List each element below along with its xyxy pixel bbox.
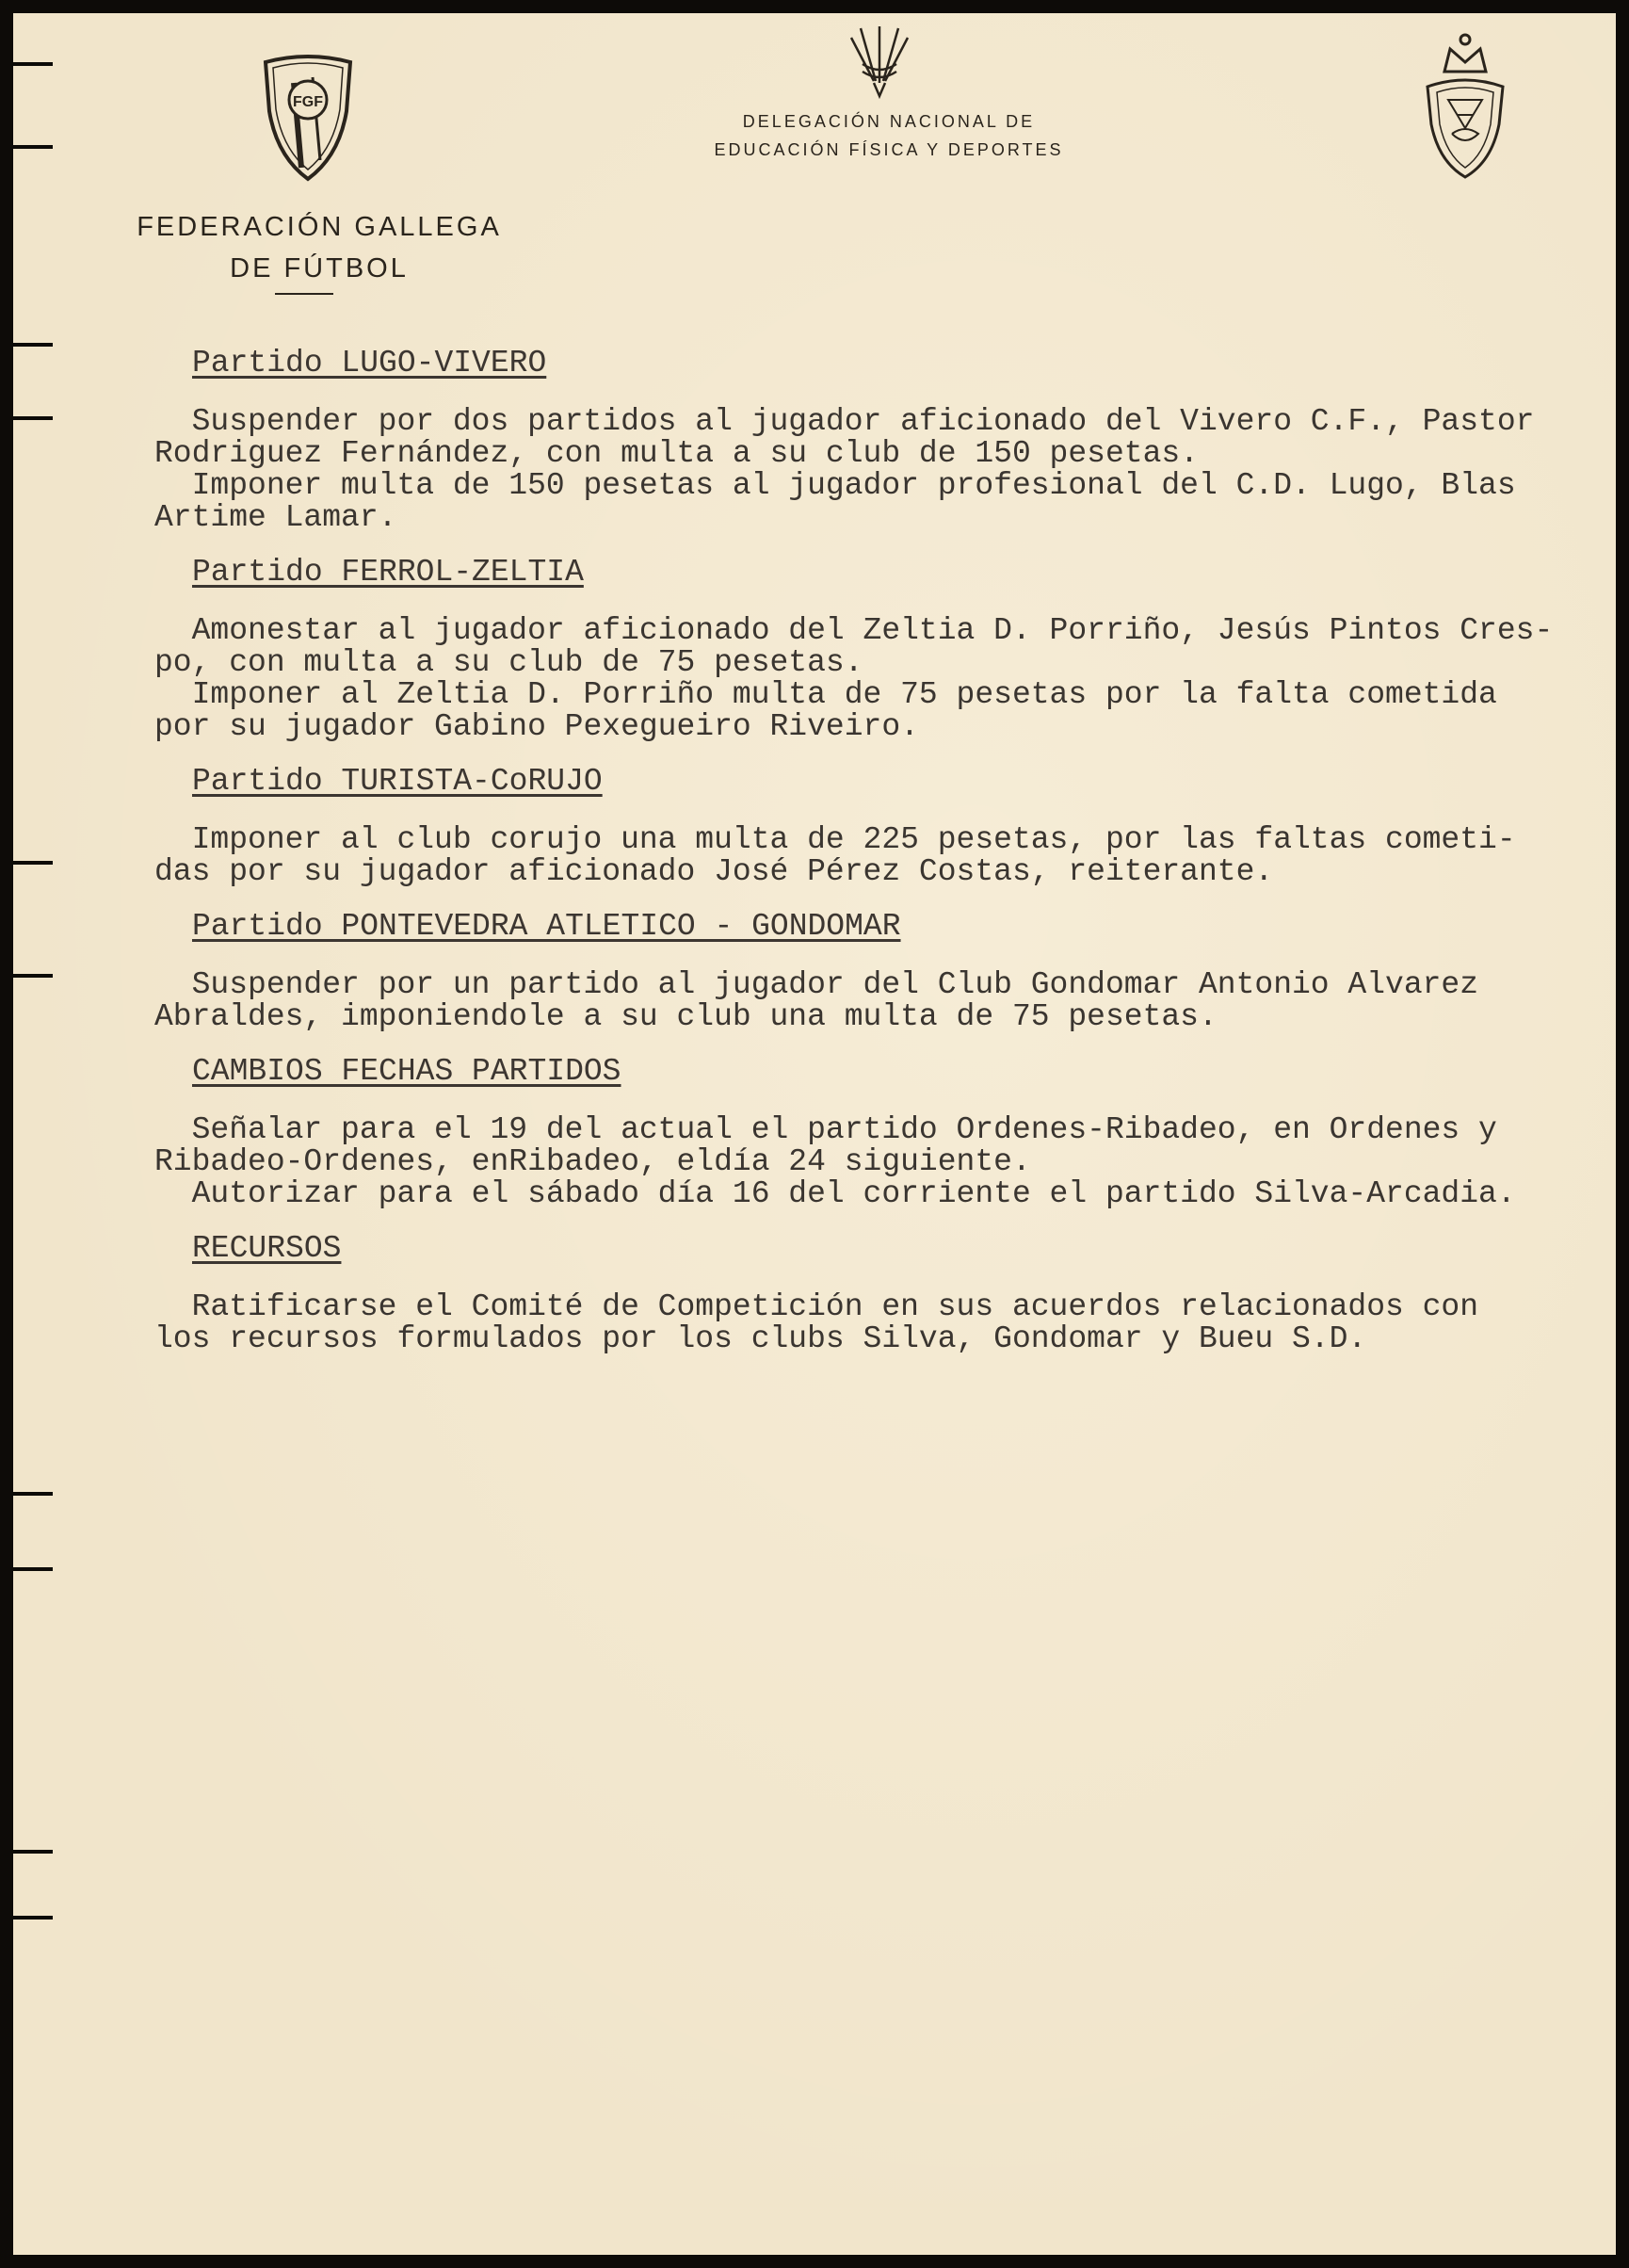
- paragraph-line: Suspender por dos partidos al jugador aficionado del Vivero C.F., Pastor: [154, 404, 1535, 439]
- paragraph-line: das por su jugador aficionado José Pérez Costas, reiterante.: [154, 854, 1274, 889]
- royal-crest-icon: [1407, 30, 1524, 181]
- org-name-rule: [275, 293, 333, 295]
- shield-monogram: FGF: [293, 94, 323, 110]
- section-ferrol-zeltia: [154, 557, 1623, 743]
- org-name-line2: DE FÚTBOL: [230, 253, 409, 284]
- paragraph-line: Imponer al club corujo una multa de 225 pesetas, por las faltas cometi-: [154, 822, 1516, 857]
- paragraph-line: Ribadeo-Ordenes, enRibadeo, eldía 24 siguiente.: [154, 1144, 1031, 1179]
- binding-mark: [13, 145, 53, 149]
- document-page: [13, 13, 1616, 2255]
- section-heading: Partido LUGO-VIVERO: [192, 346, 547, 381]
- binding-mark: [13, 416, 53, 420]
- binding-mark: [13, 62, 53, 66]
- section-heading: Partido FERROL-ZELTIA: [192, 555, 584, 590]
- section-lugo-vivero: [154, 348, 1623, 534]
- organization-name: [107, 206, 531, 289]
- paragraph-line: Ratificarse el Comité de Competición en sus acuerdos relacionados con: [154, 1289, 1479, 1324]
- section-recursos: [154, 1233, 1623, 1355]
- delegation-line2: EDUCACIÓN FÍSICA Y DEPORTES: [714, 140, 1064, 159]
- binding-mark: [13, 1850, 53, 1854]
- paragraph-line: Autorizar para el sábado día 16 del corriente el partido Silva-Arcadia.: [154, 1176, 1516, 1211]
- yoke-arrows-emblem: [842, 17, 917, 102]
- paragraph-line: Suspender por un partido al jugador del Club Gondomar Antonio Alvarez: [154, 967, 1479, 1002]
- section-cambios-fechas: [154, 1056, 1623, 1210]
- paragraph-line: Abraldes, imponiendole a su club una multa de 75 pesetas.: [154, 999, 1218, 1034]
- paragraph-line: Artime Lamar.: [154, 500, 397, 535]
- paragraph-line: po, con multa a su club de 75 pesetas.: [154, 645, 863, 680]
- binding-mark: [13, 974, 53, 978]
- paragraph-line: Rodriguez Fernández, con multa a su club de 150 pesetas.: [154, 436, 1199, 471]
- binding-mark: [13, 343, 53, 347]
- binding-mark: [13, 861, 53, 865]
- section-heading: Partido TURISTA-CoRUJO: [192, 764, 603, 799]
- section-pontevedra-gondomar: [154, 911, 1623, 1033]
- delegation-line1: DELEGACIÓN NACIONAL DE: [742, 112, 1036, 131]
- paragraph-line: por su jugador Gabino Pexegueiro Riveiro.: [154, 709, 919, 744]
- resolutions-body: [154, 348, 1623, 1378]
- paragraph-line: Amonestar al jugador aficionado del Zeltia D. Porriño, Jesús Pintos Cres-: [154, 613, 1554, 648]
- section-turista-corujo: [154, 766, 1623, 888]
- delegation-heading: [653, 107, 1124, 164]
- section-heading: CAMBIOS FECHAS PARTIDOS: [192, 1054, 621, 1089]
- section-heading: Partido PONTEVEDRA ATLETICO - GONDOMAR: [192, 909, 901, 944]
- section-heading: RECURSOS: [192, 1231, 342, 1266]
- paragraph-line: los recursos formulados por los clubs Silva, Gondomar y Bueu S.D.: [154, 1321, 1367, 1356]
- paragraph-line: Imponer multa de 150 pesetas al jugador profesional del C.D. Lugo, Blas: [154, 468, 1516, 503]
- paragraph-line: Señalar para el 19 del actual el partido Ordenes-Ribadeo, en Ordenes y: [154, 1112, 1497, 1147]
- binding-mark: [13, 1916, 53, 1920]
- org-name-line1: FEDERACIÓN GALLEGA: [137, 212, 502, 242]
- binding-mark: [13, 1567, 53, 1571]
- federation-shield-logo: [256, 55, 360, 183]
- binding-mark: [13, 1492, 53, 1496]
- paragraph-line: Imponer al Zeltia D. Porriño multa de 75 pesetas por la falta cometida: [154, 677, 1497, 712]
